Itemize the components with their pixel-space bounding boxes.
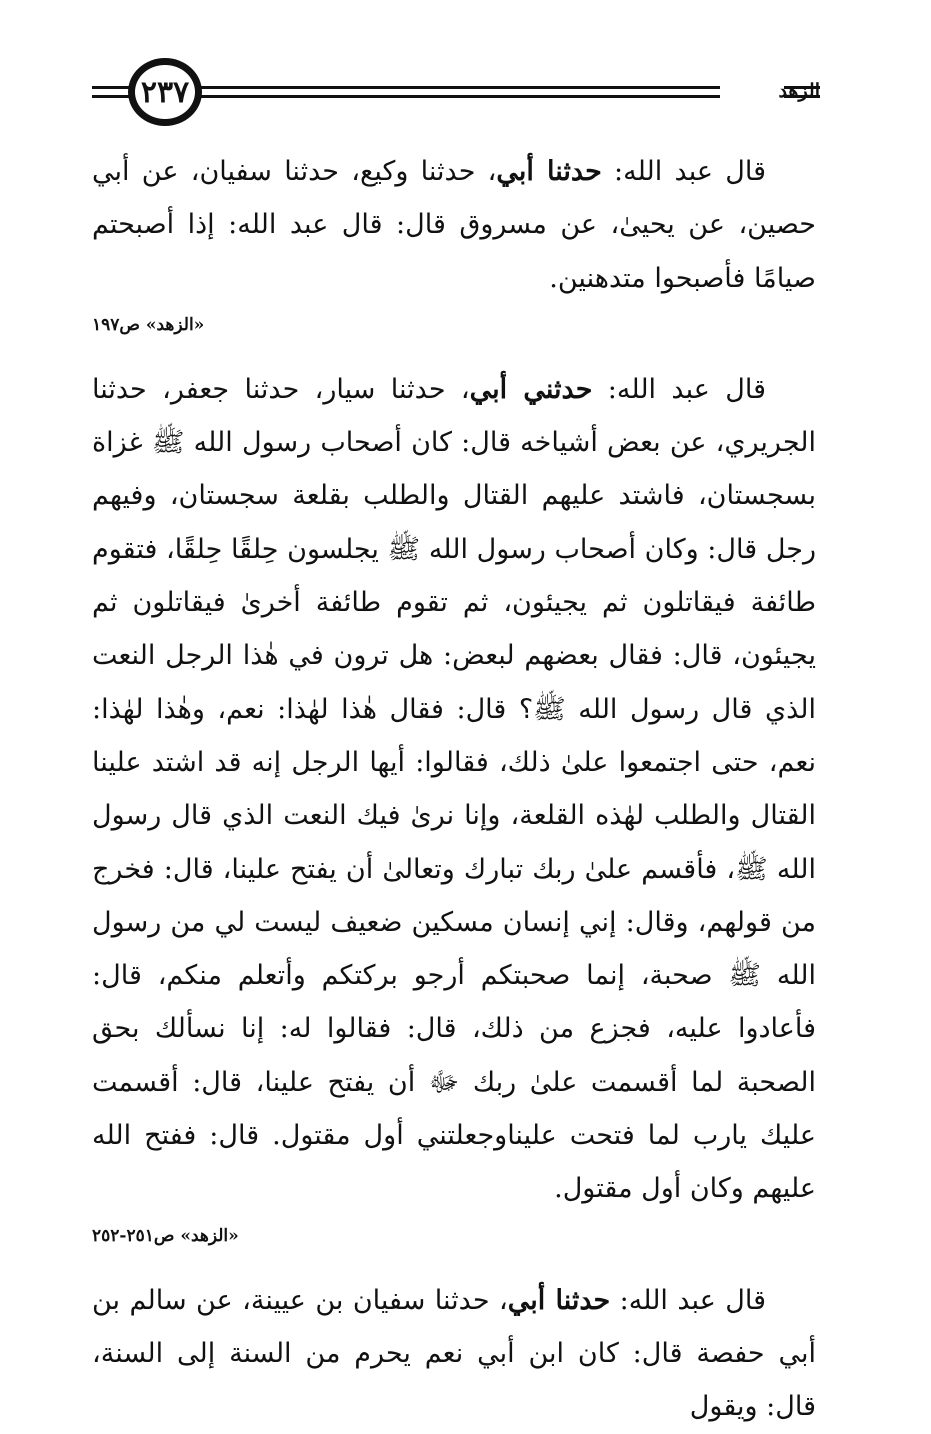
entry-1-text xyxy=(92,145,816,305)
entry-2-source xyxy=(92,1222,816,1250)
page-number: ٢٣٧ xyxy=(140,74,190,110)
entry-body: ، حدثنا سفيان بن عيينة، عن سالم بن أبي حفصة قال: كان ابن أبي نعم يحرم من السنة إلى السنة، قال: ويقول xyxy=(92,1284,816,1423)
entry-intro: قال عبد الله: xyxy=(610,1284,767,1316)
header-rule-bottom-left xyxy=(92,95,132,98)
entry-3-text xyxy=(92,1274,816,1434)
entry-1-source xyxy=(92,311,816,339)
entry-narrator: حدثنا أبي xyxy=(496,156,602,187)
header-rule-top-left xyxy=(92,86,132,89)
entry-body: ، حدثنا سيار، حدثنا جعفر، حدثنا الجريري، عن بعض أشياخه قال: كان أصحاب رسول الله ﷺ غزاة بسجستان، فاشتد عليهم القتال والطلب بقلعة سجستان، وفيهم رجل قال: وكان أصحاب رسول الله ﷺ يجلسون حِلقًا حِلقًا، فتقوم طائفة فيقاتلون ثم يجيئون، ثم تقوم طائفة أخرىٰ فيقاتلون ثم يجيئون، قال: فقال بعضهم لبعض: هل ترون في هٰذا الرجل النعت الذي قال رسول الله ﷺ؟ قال: فقال هٰذا لهٰذا: نعم، وهٰذا لهٰذا: نعم، حتى اجتمعوا علىٰ ذلك، فقالوا: أيها الرجل إنه قد اشتد علينا القتال والطلب لهٰذه القلعة، وإنا نرىٰ فيك النعت الذي قال رسول الله ﷺ، فأقسم علىٰ ربك تبارك وتعالىٰ أن يفتح علينا، قال: فخرج من قولهم، وقال: إني إنسان مسكين ضعيف ليست لي من رسول الله ﷺ صحبة، إنما صحبتكم أرجو بركتكم وأتعلم منكم، قال: فأعادوا عليه، فجزع من ذلك، قال: فقالوا له: إنا نسألك بحق الصحبة لما أقسمت علىٰ ربك ﷻ أن يفتح علينا، قال: أقسمت عليك يارب لما فتحت عليناوجعلتني أول مقتول. قال: ففتح الله عليهم وكان أول مقتول. xyxy=(92,373,816,1205)
entry-narrator: حدثني أبي xyxy=(469,373,593,405)
header-rule-top-right xyxy=(200,86,720,89)
page-body xyxy=(92,145,816,1434)
source-citation: «الزهد» ص١٩٧ xyxy=(92,314,205,335)
entry-body: ، حدثنا وكيع، حدثنا سفيان، عن أبي حصين، عن يحيىٰ، عن مسروق قال: قال عبد الله: إذا أصبحتم صيامًا فأصبحوا متدهنين. xyxy=(92,156,816,294)
entry-intro: قال عبد الله: xyxy=(592,373,767,405)
page-number-badge xyxy=(128,58,202,126)
entry-2-text xyxy=(92,363,816,1216)
running-title: الزهد xyxy=(778,80,820,102)
entry-narrator: حدثنا أبي xyxy=(507,1284,611,1316)
header-rule-bottom-right xyxy=(200,95,720,98)
entry-intro: قال عبد الله: xyxy=(601,156,767,187)
page-header xyxy=(0,0,931,140)
source-citation: «الزهد» ص٢٥١-٢٥٢ xyxy=(92,1225,239,1246)
